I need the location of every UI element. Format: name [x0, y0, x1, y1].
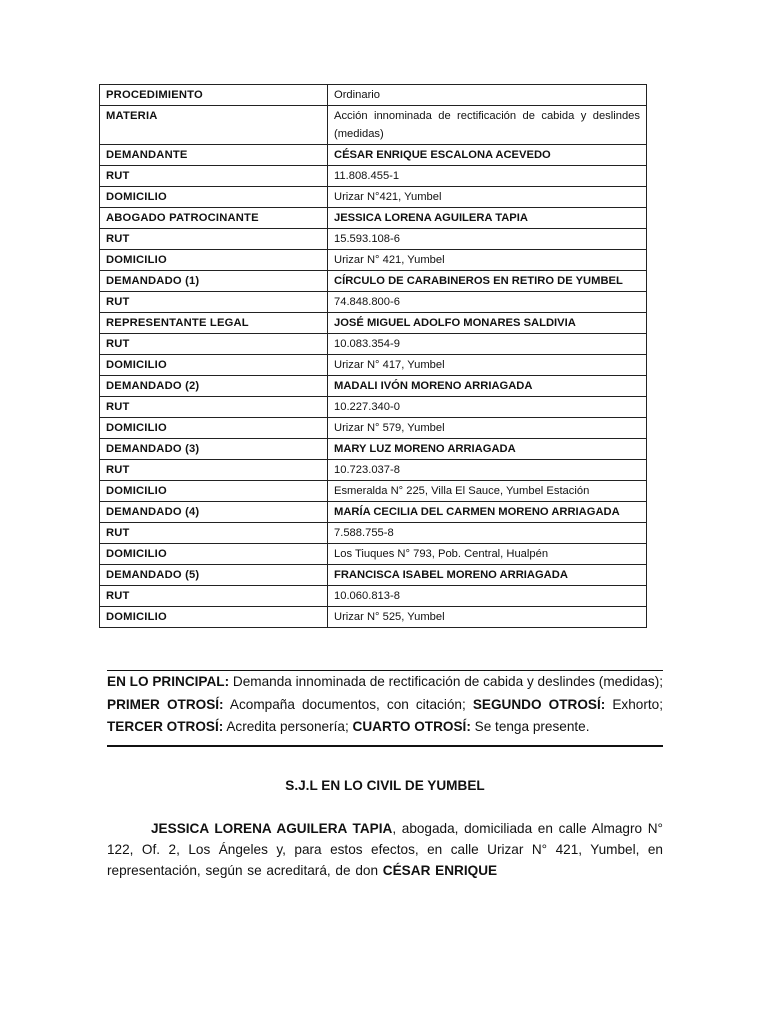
- row-value: Urizar N° 421, Yumbel: [328, 250, 647, 271]
- row-value: Ordinario: [328, 85, 647, 106]
- row-label: DEMANDADO (5): [100, 565, 328, 586]
- row-label: DEMANDADO (3): [100, 439, 328, 460]
- row-value: Urizar N°421, Yumbel: [328, 187, 647, 208]
- row-label: RUT: [100, 166, 328, 187]
- row-label: RUT: [100, 397, 328, 418]
- row-value: Esmeralda N° 225, Villa El Sauce, Yumbel Estación: [328, 481, 647, 502]
- body-text: , abogada, domiciliada en calle Almagro N° 122, Of. 2, Los Ángeles y, para estos efectos, en calle Urizar N° 421, Yumbel, en representación, según se acreditará, de don: [107, 821, 663, 878]
- table-row: [100, 313, 647, 334]
- table-row: [100, 565, 647, 586]
- row-value: CÍRCULO DE CARABINEROS EN RETIRO DE YUMBEL: [328, 271, 647, 292]
- client-name: CÉSAR ENRIQUE: [382, 863, 498, 878]
- table-row: [100, 376, 647, 397]
- table-row: [100, 607, 647, 628]
- row-label: DEMANDANTE: [100, 145, 328, 166]
- row-value: MARÍA CECILIA DEL CARMEN MORENO ARRIAGADA: [328, 502, 647, 523]
- otrosi2-label: SEGUNDO OTROSÍ:: [472, 696, 606, 712]
- table-row: [100, 208, 647, 229]
- row-value: 11.808.455-1: [328, 166, 647, 187]
- row-value: 10.227.340-0: [328, 397, 647, 418]
- table-row: [100, 586, 647, 607]
- row-label: DOMICILIO: [100, 418, 328, 439]
- row-label: DOMICILIO: [100, 187, 328, 208]
- case-info-table-body: [100, 85, 647, 628]
- row-value: Los Tiuques N° 793, Pob. Central, Hualpén: [328, 544, 647, 565]
- table-row: [100, 355, 647, 376]
- row-value: MADALI IVÓN MORENO ARRIAGADA: [328, 376, 647, 397]
- row-label: MATERIA: [100, 106, 328, 145]
- table-row: [100, 481, 647, 502]
- row-label: RUT: [100, 586, 328, 607]
- table-row: [100, 460, 647, 481]
- row-label: DOMICILIO: [100, 544, 328, 565]
- row-value: Acción innominada de rectificación de cabida y deslindes (medidas): [328, 106, 647, 145]
- court-heading: S.J.L EN LO CIVIL DE YUMBEL: [285, 778, 485, 793]
- row-label: DOMICILIO: [100, 607, 328, 628]
- case-info-table: [99, 84, 647, 628]
- row-value: 7.588.755-8: [328, 523, 647, 544]
- row-label: DOMICILIO: [100, 250, 328, 271]
- row-value: 10.723.037-8: [328, 460, 647, 481]
- otrosi4-label: CUARTO OTROSÍ:: [352, 719, 471, 734]
- otrosi1-label: PRIMER OTROSÍ:: [107, 696, 224, 712]
- row-value: MARY LUZ MORENO ARRIAGADA: [328, 439, 647, 460]
- table-row: [100, 418, 647, 439]
- otrosi1-text: Acompaña documentos, con citación;: [223, 696, 473, 712]
- table-row: [100, 166, 647, 187]
- table-row: [100, 523, 647, 544]
- table-row: [100, 85, 647, 106]
- table-row: [100, 106, 647, 145]
- row-value: 15.593.108-6: [328, 229, 647, 250]
- table-row: [100, 397, 647, 418]
- row-value: Urizar N° 525, Yumbel: [328, 607, 647, 628]
- row-label: RUT: [100, 334, 328, 355]
- row-label: DEMANDADO (1): [100, 271, 328, 292]
- otrosi2-text: Exhorto;: [605, 696, 663, 712]
- lawyer-name: JESSICA LORENA AGUILERA TAPIA: [151, 821, 393, 836]
- row-label: DOMICILIO: [100, 481, 328, 502]
- row-value: 10.060.813-8: [328, 586, 647, 607]
- table-row: [100, 439, 647, 460]
- table-row: [100, 250, 647, 271]
- table-row: [100, 334, 647, 355]
- table-row: [100, 145, 647, 166]
- table-row: [100, 271, 647, 292]
- row-value: JOSÉ MIGUEL ADOLFO MONARES SALDIVIA: [328, 313, 647, 334]
- row-value: Urizar N° 417, Yumbel: [328, 355, 647, 376]
- row-value: 74.848.800-6: [328, 292, 647, 313]
- row-value: CÉSAR ENRIQUE ESCALONA ACEVEDO: [328, 145, 647, 166]
- row-label: RUT: [100, 229, 328, 250]
- row-label: DEMANDADO (4): [100, 502, 328, 523]
- table-row: [100, 544, 647, 565]
- row-label: RUT: [100, 292, 328, 313]
- row-label: DOMICILIO: [100, 355, 328, 376]
- principal-label: EN LO PRINCIPAL:: [107, 674, 230, 689]
- row-value: JESSICA LORENA AGUILERA TAPIA: [328, 208, 647, 229]
- row-label: RUT: [100, 460, 328, 481]
- table-row: [100, 187, 647, 208]
- body-paragraph: [107, 818, 663, 881]
- table-row: [100, 229, 647, 250]
- row-label: DEMANDADO (2): [100, 376, 328, 397]
- row-label: ABOGADO PATROCINANTE: [100, 208, 328, 229]
- row-value: 10.083.354-9: [328, 334, 647, 355]
- otrosi4-text: Se tenga presente.: [470, 719, 590, 734]
- row-label: REPRESENTANTE LEGAL: [100, 313, 328, 334]
- principal-text: Demanda innominada de rectificación de cabida y deslindes (medidas);: [229, 674, 663, 689]
- petitions-summary: [107, 670, 663, 747]
- row-label: PROCEDIMIENTO: [100, 85, 328, 106]
- row-value: Urizar N° 579, Yumbel: [328, 418, 647, 439]
- row-value: FRANCISCA ISABEL MORENO ARRIAGADA: [328, 565, 647, 586]
- table-row: [100, 502, 647, 523]
- row-label: RUT: [100, 523, 328, 544]
- table-row: [100, 292, 647, 313]
- otrosi3-label: TERCER OTROSÍ:: [107, 719, 224, 734]
- otrosi3-text: Acredita personería;: [223, 719, 353, 734]
